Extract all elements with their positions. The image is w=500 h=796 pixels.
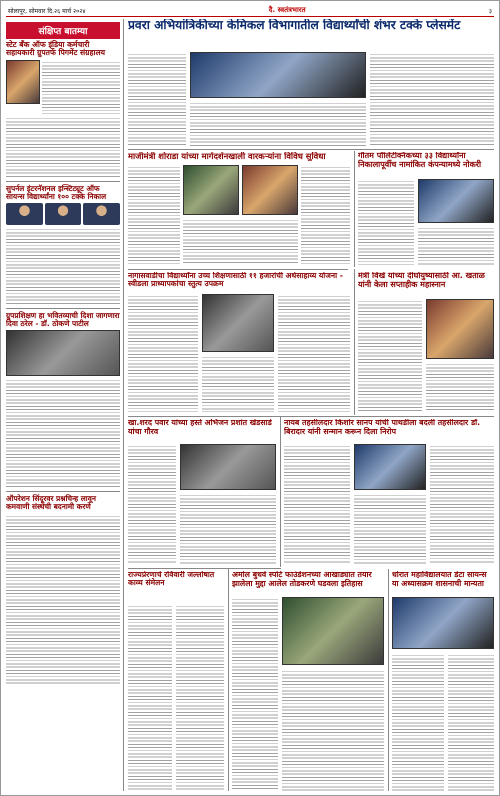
story-gautam-photo [418, 179, 494, 223]
brief-story-4-headline: ऑपरेशन सिंदूरवर प्रश्नचिन्ह लावून कमवाणी संस्थेची बदनामी करणे [6, 494, 96, 512]
story-dhorat-photo [392, 597, 494, 649]
story-warkari-photo-2 [242, 165, 298, 215]
brief-story-1-headline: स्टेट बँक ऑफ इंडिया कर्मचारी सहायकारी ग्रुपतर्फे पिगमेंट संग्रहालय [6, 40, 106, 58]
story-sanap-photo [354, 444, 426, 490]
story-vikhe-headline: मंत्री विखे यांच्या दीर्घायुष्यासाठी आ. खताळ यांनी केला सप्ताहीक महास्नान [358, 272, 485, 289]
brief-story-3-photo [6, 330, 120, 376]
brief-story-1-photo [6, 60, 40, 104]
story-gautam-headline: गौतम पॉलिटेक्निकच्या ३३ विद्यार्थ्यांना निकालापूर्वीच नामांकित कंपन्यामध्ये नोकरी [358, 152, 482, 169]
top-story-text [128, 52, 186, 147]
story-vikhe-photo [426, 299, 494, 359]
brief-story-2-photos [6, 203, 120, 225]
top-story-group-photo [190, 52, 366, 98]
brief-story-1-text [42, 60, 120, 114]
issue-date: सोलापूर, सोमवार दि.२६ मार्च २०२४ [8, 7, 86, 15]
story-scholarship-headline: नागासवाडीचा विद्यार्थ्यांना उच्च शिक्षणासाठी ११ हजारांची अर्थसाहाय्य योजना - स्वीडला प्राध्यापकांचा स्तुत्य उपक्रम [128, 272, 343, 289]
story-budhve-headline: अमोल बुधवे स्पोर्ट फाउंडेशनच्या आखाड्यात तयार झालेला मुद्दा आलेल तोडकरणे घडवला इतिहास [232, 571, 372, 588]
brief-section-title: संक्षिप्त बातम्या [6, 22, 120, 39]
story-budhve-photo [282, 597, 384, 665]
brief-story-3-headline: ग्रुपप्रशिक्षण हा भवितव्याची दिशा जागणारा दिवा ठरेल - डॉ. ठोकणे पाटील [6, 310, 120, 329]
page-number: ३ [488, 7, 492, 15]
story-pawar-photo [180, 444, 276, 490]
story-sanap-headline: नायब तहसीलदार किशोर सानप यांची पाथर्डीला बदली तहसीलदार डॉ. बिरादार यांनी सन्मान करून दिला निरोप [284, 419, 481, 436]
masthead-strip [6, 5, 494, 17]
left-brief-column [6, 19, 124, 791]
story-dhorat-headline: धोरात महाविद्यालयात डेटा सायन्स या अध्यासक्रम शासनाची मान्यता [392, 571, 487, 588]
story-warkari-headline: माजीमंत्री शोराडा यांच्या मार्गदर्शनखाली वारकऱ्यांना विविध सुविधा [128, 152, 326, 161]
top-story-headline: प्रवरा अभियांत्रिकीच्या केमिकल विभागातील विद्यार्थ्यांची शंभर टक्के प्लेसमेंट [128, 19, 461, 32]
brief-story-2-headline: सुपर्नल इंटरनॅशनल इन्स्टिट्यूट ऑफ सायन्स विद्यार्थ्यांना १०० टक्के निकाल [6, 183, 107, 201]
story-kavya-headline: राज्यप्रेरणाचे रविवारी जल्लोषात काव्य संमेलन [128, 571, 215, 588]
page-body [6, 19, 494, 791]
paper-name: दै. स्वतंत्रभारत [268, 6, 306, 14]
story-warkari-photo-1 [183, 165, 239, 215]
story-scholarship-photo [202, 294, 274, 352]
story-pawar-headline: खा.शरद पवार यांच्या हस्ते अभिजन प्रशांत खेडसाडे यांचा गौरव [128, 419, 272, 436]
main-news-area [128, 19, 494, 791]
